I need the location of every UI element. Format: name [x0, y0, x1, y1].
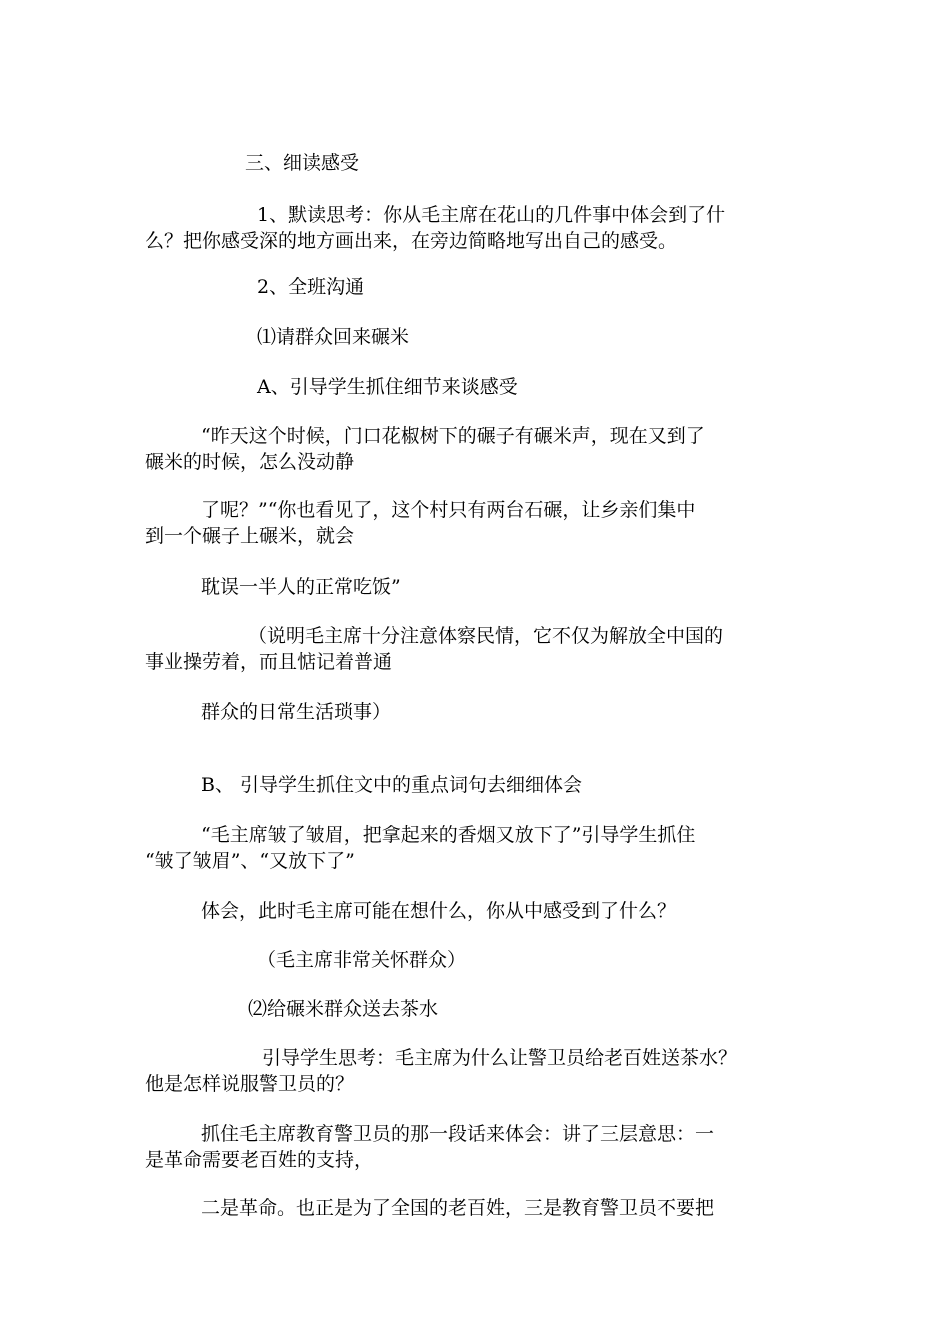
paragraph-line: 二是革命。也正是为了全国的老百姓，三是教育警卫员不要把	[201, 1197, 715, 1219]
paragraph-conclusion-1	[145, 947, 815, 973]
paragraph-line: ⑵给碾米群众送去茶水	[248, 998, 439, 1020]
paragraph-quote-2	[145, 497, 815, 549]
paragraph-line: 1、默读思考：你从毛主席在花山的几件事中体会到了什	[257, 204, 726, 226]
paragraph-explanation-2	[145, 699, 815, 725]
paragraph-line: 群众的日常生活琐事）	[201, 701, 392, 723]
paragraph-quote-3	[145, 574, 815, 600]
paragraph-point-a	[145, 374, 815, 400]
paragraph-silent-reading	[145, 202, 815, 254]
paragraph-line: （毛主席非常关怀群众）	[257, 949, 467, 971]
paragraph-line: “皱了皱眉”、“又放下了”	[145, 850, 355, 872]
paragraph-point-b	[145, 772, 815, 798]
paragraph-line: 了呢？”“你也看见了，这个村只有两台石碾，让乡亲们集中	[201, 499, 696, 521]
paragraph-three-meanings	[145, 1121, 815, 1173]
paragraph-subheading-2	[145, 996, 815, 1022]
paragraph-line: 2、全班沟通	[257, 276, 365, 298]
section-heading	[145, 150, 815, 176]
paragraph-guide-thinking	[145, 1045, 815, 1097]
paragraph-line: 到一个碾子上碾米，就会	[145, 525, 355, 547]
paragraph-line: 事业操劳着，而且惦记着普通	[145, 651, 393, 673]
paragraph-line: 耽误一半人的正常吃饭”	[201, 576, 401, 598]
paragraph-line: 抓住毛主席教育警卫员的那一段话来体会：讲了三层意思：一	[201, 1123, 715, 1145]
paragraph-subheading-1	[145, 324, 815, 350]
paragraph-quote-1	[145, 423, 815, 475]
paragraph-line: 么？把你感受深的地方画出来，在旁边简略地写出自己的感受。	[145, 230, 678, 252]
paragraph-explanation-1	[145, 623, 815, 675]
paragraph-line: ⑴请群众回来碾米	[257, 326, 410, 348]
paragraph-line: 体会，此时毛主席可能在想什么，你从中感受到了什么？	[201, 900, 677, 922]
paragraph-quote-4	[145, 822, 815, 874]
paragraph-line: 碾米的时候，怎么没动静	[145, 451, 355, 473]
paragraph-line: B、 引导学生抓住文中的重点词句去细细体会	[201, 774, 583, 796]
paragraph-line: 他是怎样说服警卫员的？	[145, 1073, 355, 1095]
paragraph-class-discussion	[145, 274, 815, 300]
paragraph-continuation	[145, 1195, 815, 1221]
paragraph-line: （说明毛主席十分注意体察民情，它不仅为解放全中国的	[248, 625, 724, 647]
paragraph-line: “昨天这个时候，门口花椒树下的碾子有碾米声，现在又到了	[201, 425, 705, 447]
paragraph-line: 引导学生思考：毛主席为什么让警卫员给老百姓送茶水？	[262, 1047, 738, 1069]
section-heading-text: 三、细读感受	[245, 152, 360, 174]
paragraph-line: A、引导学生抓住细节来谈感受	[257, 376, 518, 398]
paragraph-reflection	[145, 898, 815, 924]
paragraph-line: 是革命需要老百姓的支持，	[145, 1149, 374, 1171]
paragraph-line: “毛主席皱了皱眉，把拿起来的香烟又放下了”引导学生抓住	[201, 824, 696, 846]
